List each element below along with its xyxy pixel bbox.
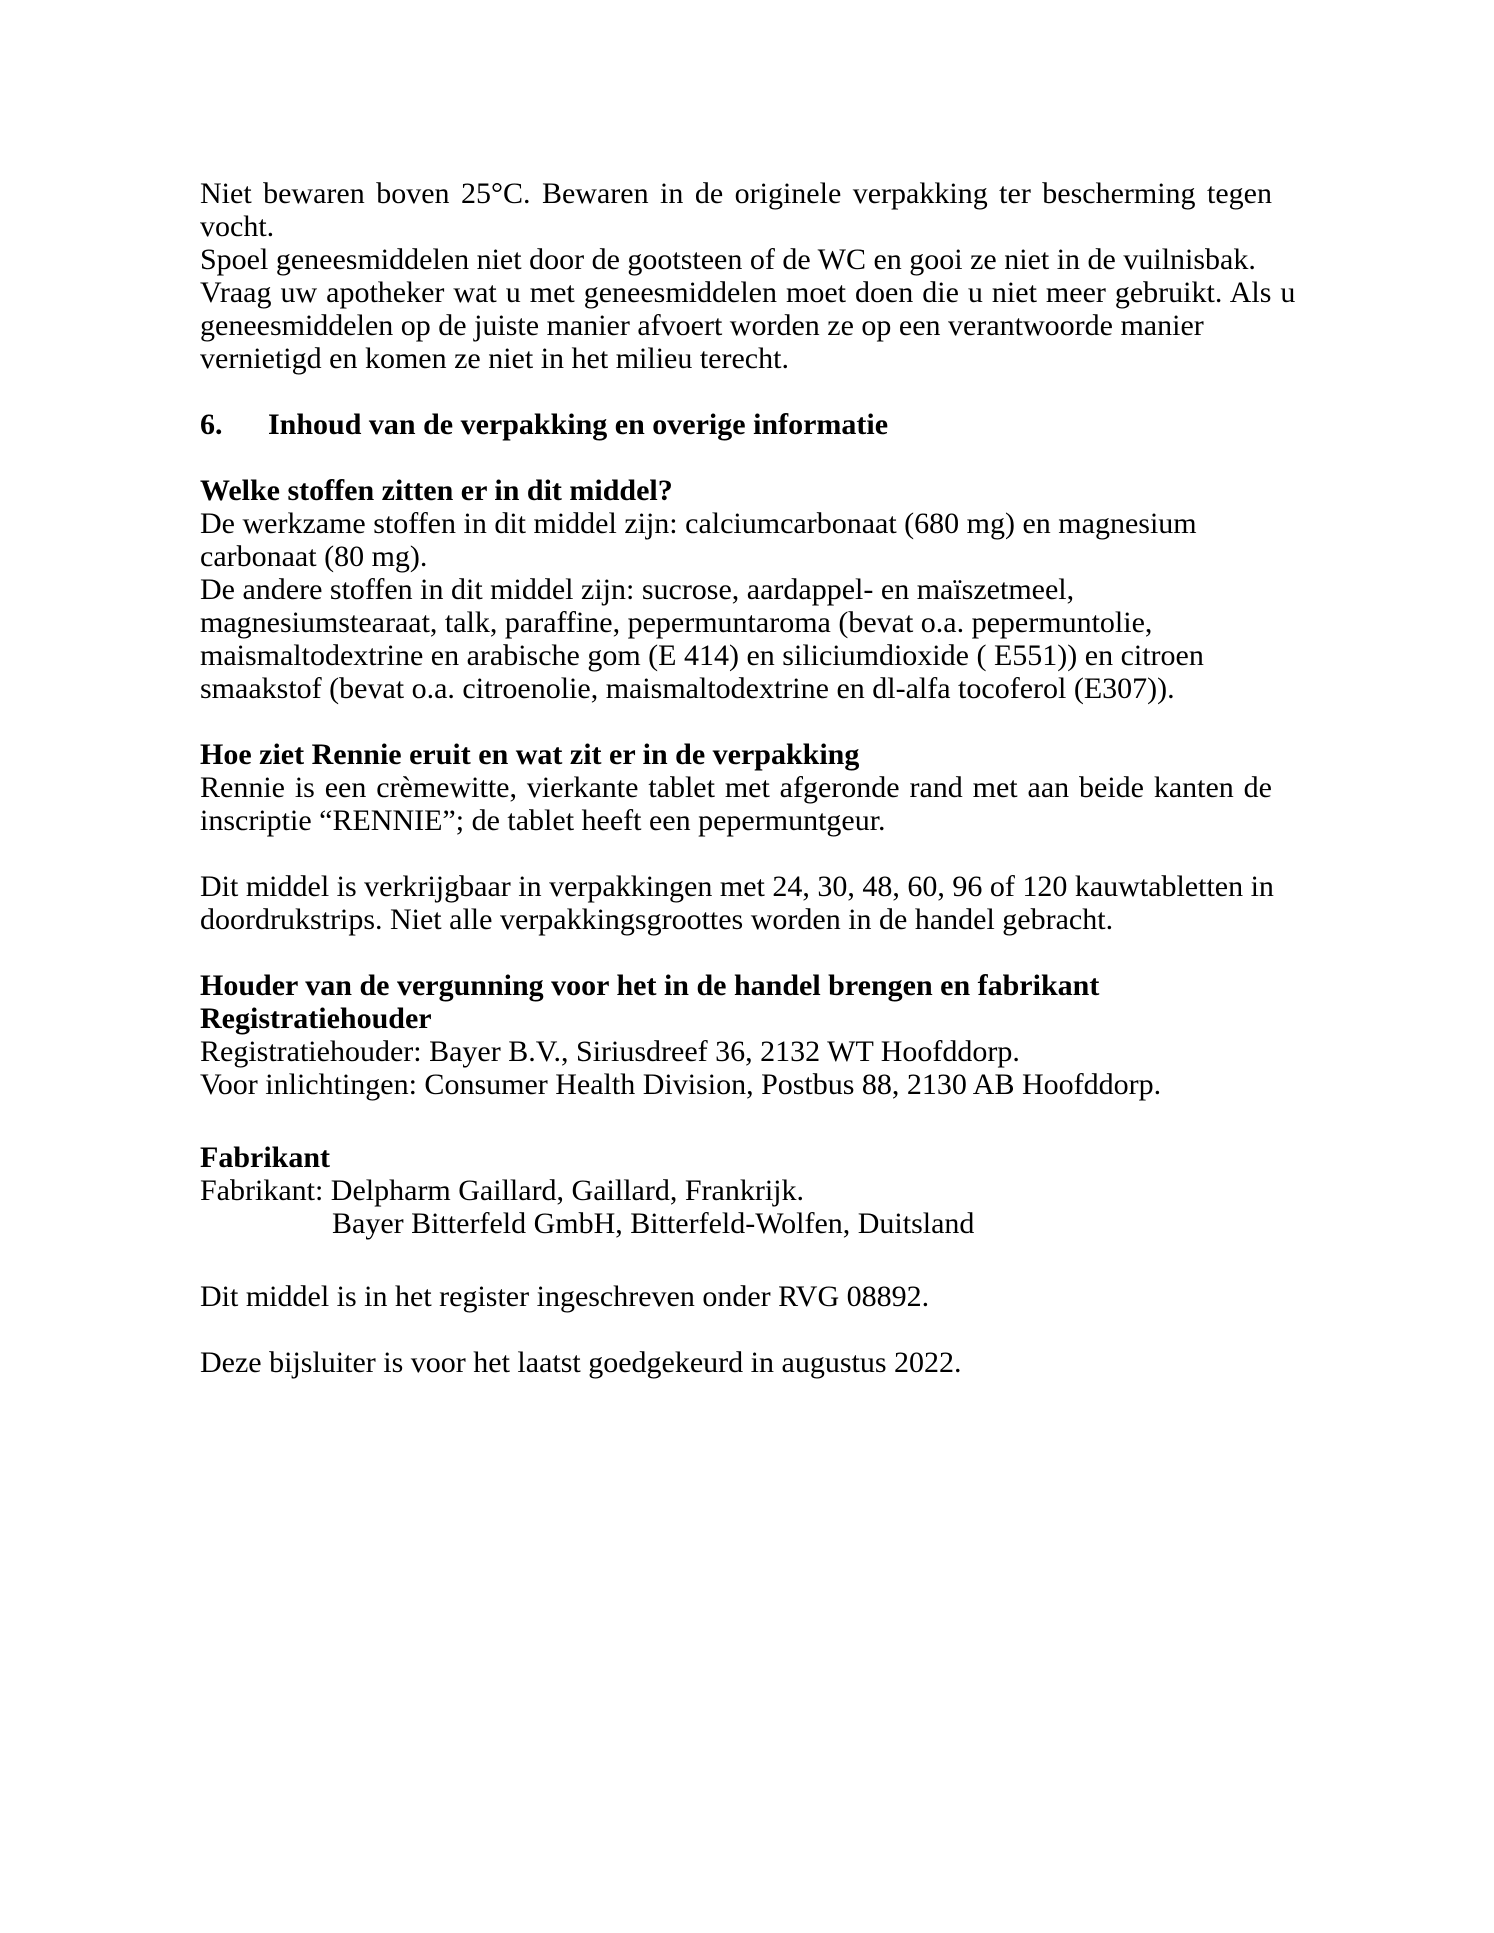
text-line: Bayer Bitterfeld GmbH, Bitterfeld-Wolfen, Duitsland xyxy=(332,1207,975,1240)
text-line: inscriptie “RENNIE”; de tablet heeft een pepermuntgeur. xyxy=(200,804,886,837)
text-line: doordrukstrips. Niet alle verpakkingsgroottes worden in de handel gebracht. xyxy=(200,903,1114,936)
subheading-line: Fabrikant xyxy=(200,1141,331,1174)
blank-line xyxy=(200,375,1272,408)
section-heading xyxy=(200,408,1272,441)
text-line: maismaltodextrine en arabische gom (E 414) en siliciumdioxide ( E551)) en citroen xyxy=(200,639,1204,672)
text-line: smaakstof (bevat o.a. citroenolie, maismaltodextrine en dl-alfa tocoferol (E307)). xyxy=(200,672,1175,705)
section-number: 6. xyxy=(200,408,223,441)
blank-line xyxy=(200,936,1272,969)
subheading-line: Registratiehouder xyxy=(200,1002,432,1035)
blank-line xyxy=(200,837,1272,870)
text-line: carbonaat (80 mg). xyxy=(200,540,428,573)
text-line: Dit middel is verkrijgbaar in verpakkingen met 24, 30, 48, 60, 96 of 120 kauwtabletten in xyxy=(200,870,1274,903)
blank-line xyxy=(200,1240,1272,1280)
text-line: Dit middel is in het register ingeschreven onder RVG 08892. xyxy=(200,1280,930,1313)
text-line: De werkzame stoffen in dit middel zijn: calciumcarbonaat (680 mg) en magnesium xyxy=(200,507,1197,540)
subheading-line: Houder van de vergunning voor het in de handel brengen en fabrikant xyxy=(200,969,1100,1002)
text-line: Voor inlichtingen: Consumer Health Division, Postbus 88, 2130 AB Hoofddorp. xyxy=(200,1068,1162,1101)
text-line: magnesiumstearaat, talk, paraffine, pepermuntaroma (bevat o.a. pepermuntolie, xyxy=(200,606,1153,639)
text-line: Fabrikant: Delpharm Gaillard, Gaillard, Frankrijk. xyxy=(200,1174,804,1207)
text-line: De andere stoffen in dit middel zijn: sucrose, aardappel- en maïszetmeel, xyxy=(200,573,1075,606)
text-line: Vraag uw apotheker wat u met geneesmiddelen moet doen die u niet meer gebruikt. Als u xyxy=(200,276,1296,309)
leaflet-text-block xyxy=(200,177,1296,1379)
text-line: Registratiehouder: Bayer B.V., Siriusdreef 36, 2132 WT Hoofddorp. xyxy=(200,1035,1020,1068)
subheading-line: Hoe ziet Rennie eruit en wat zit er in de verpakking xyxy=(200,738,860,771)
blank-line xyxy=(200,441,1272,474)
text-line: vocht. xyxy=(200,210,275,243)
section-title: Inhoud van de verpakking en overige informatie xyxy=(268,408,889,441)
blank-line xyxy=(200,1101,1272,1141)
text-line: Spoel geneesmiddelen niet door de gootsteen of de WC en gooi ze niet in de vuilnisbak. xyxy=(200,243,1256,276)
text-line: Niet bewaren boven 25°C. Bewaren in de originele verpakking ter bescherming tegen xyxy=(200,177,1272,210)
blank-line xyxy=(200,1313,1272,1346)
text-line: Rennie is een crèmewitte, vierkante tablet met afgeronde rand met aan beide kanten de xyxy=(200,771,1272,804)
text-line: Deze bijsluiter is voor het laatst goedgekeurd in augustus 2022. xyxy=(200,1346,962,1379)
text-line: geneesmiddelen op de juiste manier afvoert worden ze op een verantwoorde manier xyxy=(200,309,1204,342)
blank-line xyxy=(200,705,1272,738)
subheading-line: Welke stoffen zitten er in dit middel? xyxy=(200,474,673,507)
text-line: vernietigd en komen ze niet in het milieu terecht. xyxy=(200,342,789,375)
